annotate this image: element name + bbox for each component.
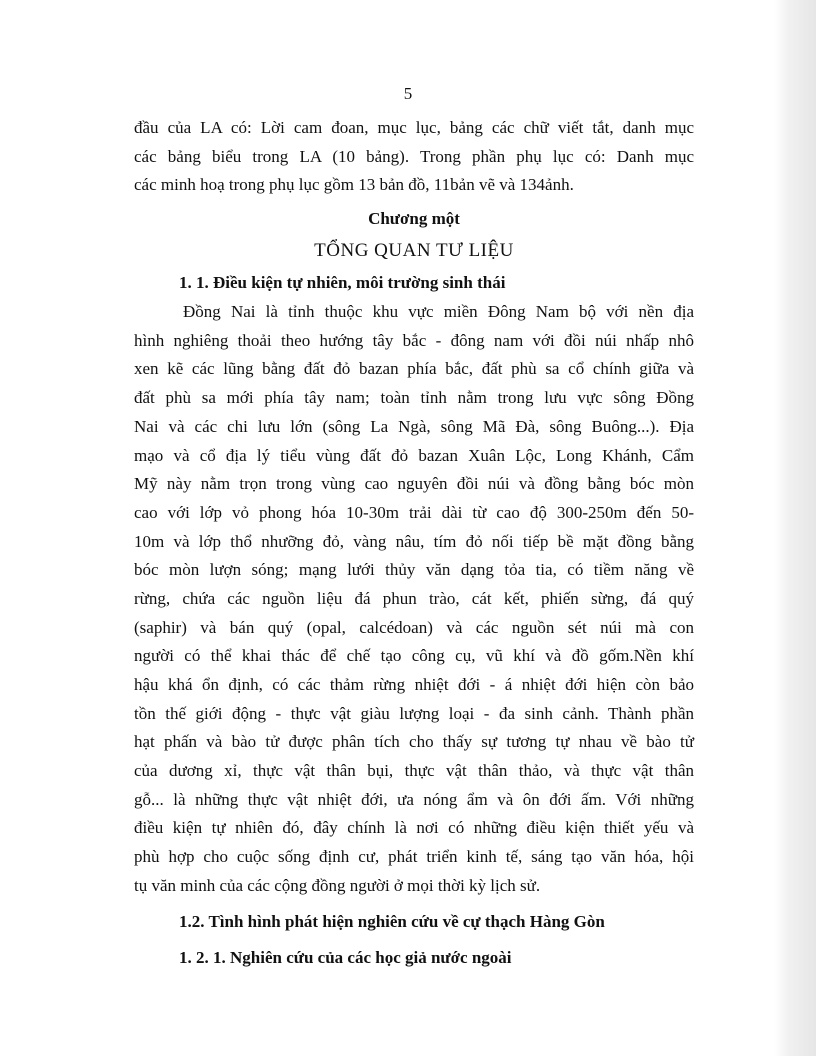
paragraph-line: điều kiện tự nhiên đó, đây chính là nơi có những điều kiện thiết yếu và bbox=[134, 818, 694, 838]
paragraph-line: hình nghiêng thoải theo hướng tây bắc - đông nam với đồi núi nhấp nhô bbox=[134, 330, 694, 350]
paragraph-line: phù hợp cho cuộc sống định cư, phát triển kinh tế, sáng tạo văn hóa, hội bbox=[134, 847, 694, 867]
paragraph-line: đất phù sa mới phía tây nam; toàn tỉnh nằm trong lưu vực sông Đồng bbox=[134, 388, 694, 408]
paragraph-line: hạt phấn và bào tử được phân tích cho thấy sự tương tự nhau về bào tử bbox=[134, 732, 694, 752]
paragraph-line: người có thể khai thác để chế tạo công cụ, vũ khí và đồ gốm.Nền khí bbox=[134, 646, 694, 666]
intro-line: các bảng biểu trong LA (10 bảng). Trong phần phụ lục có: Danh mục bbox=[134, 146, 694, 166]
paragraph-line: (saphir) và bán quý (opal, calcédoan) và các nguồn sét núi mà con bbox=[134, 617, 694, 637]
section-heading-1-1: 1. 1. Điều kiện tự nhiên, môi trường sinh thái bbox=[179, 273, 506, 293]
paragraph-line: tụ văn minh của các cộng đồng người ở mọi thời kỳ lịch sử. bbox=[134, 875, 541, 895]
section-heading-1-2-1: 1. 2. 1. Nghiên cứu của các học giả nước ngoài bbox=[179, 947, 512, 967]
paragraph-line: 10m và lớp thổ nhưỡng đỏ, vàng nâu, tím đỏ nối tiếp bề mặt đồng bằng bbox=[134, 531, 694, 551]
paragraph-line: của dương xỉ, thực vật thân bụi, thực vật thân thảo, và thực vật thân bbox=[134, 761, 694, 781]
paragraph-line: hậu khá ổn định, có các thảm rừng nhiệt đới - á nhiệt đới hiện còn bảo bbox=[134, 675, 694, 694]
paragraph-line: rừng, chứa các nguồn liệu đá phun trào, cát kết, phiến sừng, đá quý bbox=[134, 588, 694, 608]
section-heading-1-2: 1.2. Tình hình phát hiện nghiên cứu về cự thạch Hàng Gòn bbox=[179, 911, 605, 931]
chapter-label: Chương một bbox=[368, 209, 460, 229]
paragraph-line: xen kẽ các lũng bằng đất đỏ bazan phía bắc, đất phù sa cổ chính giữa và bbox=[134, 359, 694, 379]
page-number: 5 bbox=[403, 84, 413, 103]
paragraph-line: gỗ... là những thực vật nhiệt đới, ưa nóng ẩm và ôn đới ấm. Với những bbox=[134, 789, 694, 809]
paragraph-line: Nai và các chi lưu lớn (sông La Ngà, sông Mã Đà, sông Buông...). Địa bbox=[134, 416, 694, 436]
chapter-title: TỔNG QUAN TƯ LIỆU bbox=[314, 240, 514, 262]
paragraph-line: mạo và cổ địa lý tiểu vùng đất đỏ bazan Xuân Lộc, Long Khánh, Cẩm bbox=[134, 445, 694, 465]
paragraph-line: Mỹ này nằm trọn trong vùng cao nguyên đồi núi và đồng bằng bóc mòn bbox=[134, 474, 694, 494]
paragraph-line: cao với lớp vỏ phong hóa 10-30m trải dài từ cao độ 300-250m đến 50- bbox=[134, 502, 694, 522]
scan-edge-shadow bbox=[774, 0, 816, 1056]
paragraph-line: bóc mòn lượn sóng; mạng lưới thủy văn dạng tỏa tia, có tiềm năng về bbox=[134, 560, 694, 580]
paragraph-line: Đồng Nai là tỉnh thuộc khu vực miền Đông Nam bộ với nền địa bbox=[183, 302, 694, 322]
page-body bbox=[134, 114, 694, 973]
intro-line: đầu của LA có: Lời cam đoan, mục lục, bảng các chữ viết tắt, danh mục bbox=[134, 118, 694, 137]
intro-line: các minh hoạ trong phụ lục gồm 13 bản đồ, 11bản vẽ và 134ảnh. bbox=[134, 175, 574, 195]
paragraph-line: tồn thế giới động - thực vật giàu lượng loại - đa sinh cảnh. Thành phần bbox=[134, 703, 694, 723]
